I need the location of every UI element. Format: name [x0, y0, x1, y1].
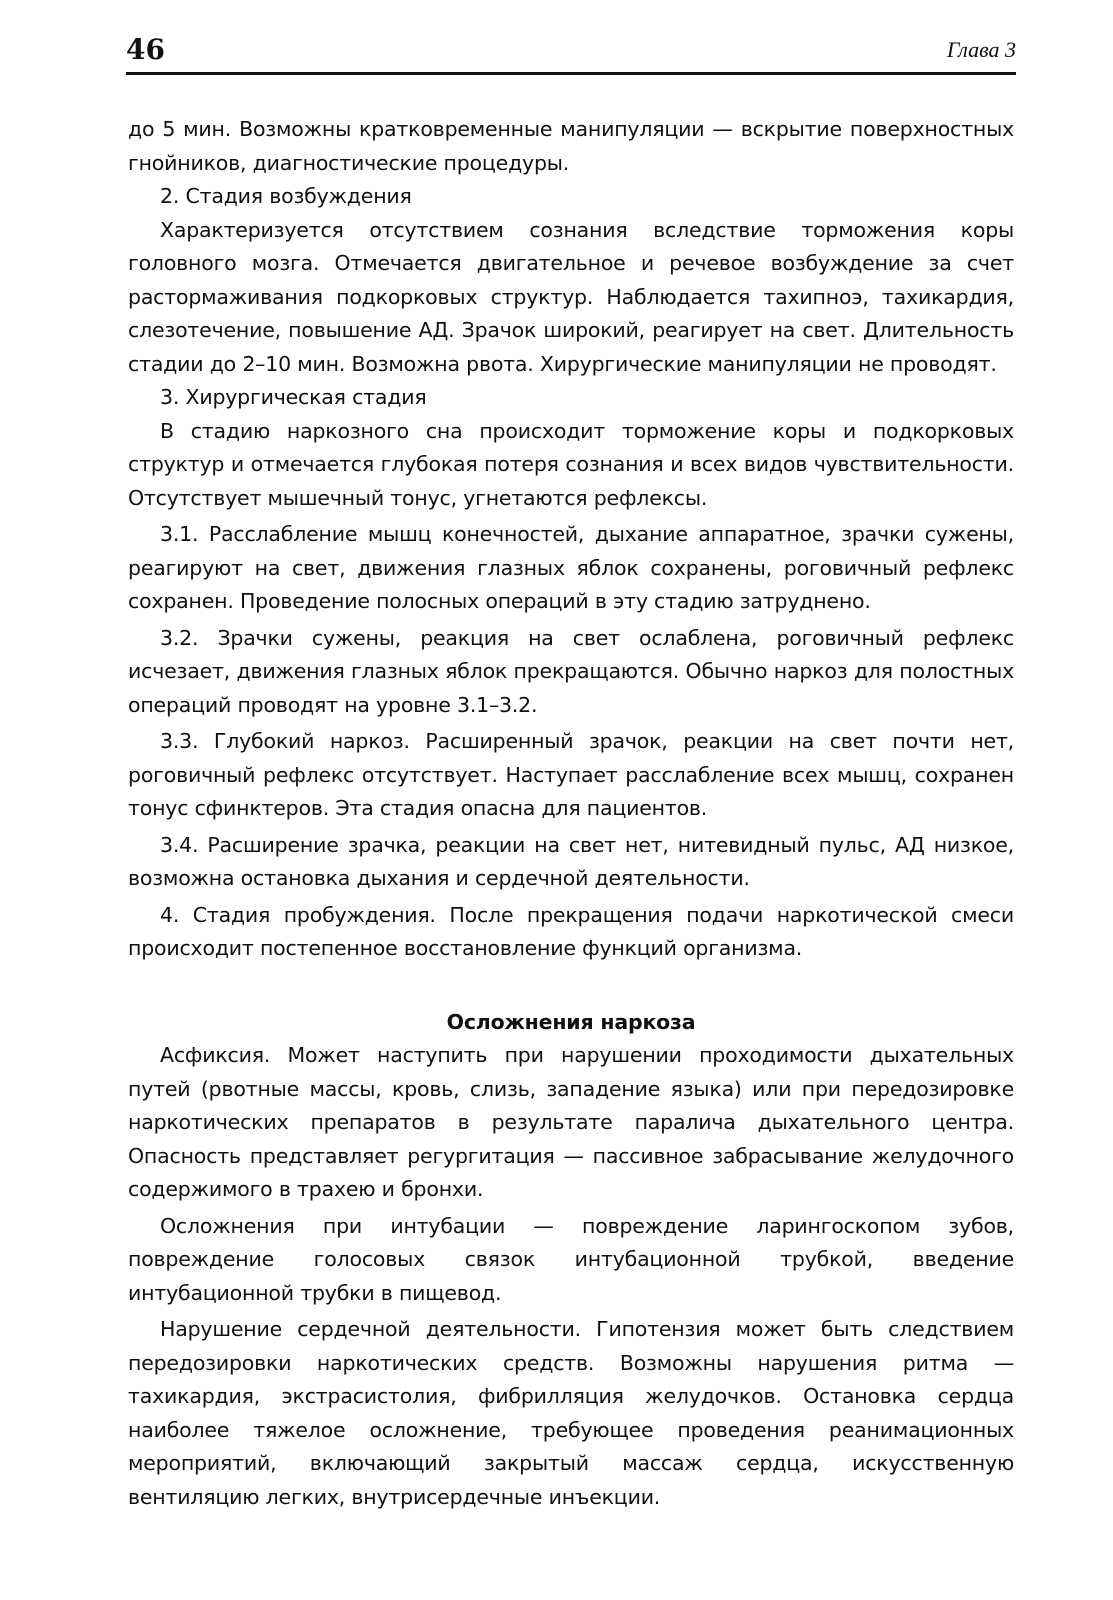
- running-head: Глава 3: [946, 37, 1016, 62]
- paragraph: Характеризуется отсутствием сознания вследствие торможения коры головного мозга. Отмечается двигательное и речевое возбуждение за счет растормаживания подкорковых структур. Наблюдается тахипноэ, тахикардия, слезотечение, повышение АД. Зрачок широкий, реагирует на свет. Длительность стадии до 2–10 мин. Возможна рвота. Хирургические манипуляции не проводят.: [128, 217, 1014, 376]
- paragraph: Асфиксия. Может наступить при нарушении проходимости дыхательных путей (рвотные массы, кровь, слизь, западение языка) или при передозировке наркотических препаратов в результате паралича дыхательного центра. Опасность представляет регургитация — пассивное забрасывание желудочного содержимого в трахею и бронхи.: [128, 1043, 1014, 1201]
- page-number: 46: [126, 33, 165, 66]
- stage-heading: 2. Стадия возбуждения: [160, 184, 412, 208]
- paragraph: Нарушение сердечной деятельности. Гипотензия может быть следствием передозировки наркотических средств. Возможны нарушения ритма — тахикардия, экстрасистолия, фибрилляция желудочков. Остановка сердца наиболее тяжелое осложнение, требующее проведения реанимационных мероприятий, включающий закрытый массаж сердца, искусственную вентиляцию легких, внутрисердечные инъекции.: [128, 1317, 1014, 1509]
- section-heading: Осложнения наркоза: [446, 1009, 696, 1034]
- paragraph: 3.2. Зрачки сужены, реакция на свет ослаблена, роговичный рефлекс исчезает, движения глазных яблок прекращаются. Обычно наркоз для полостных операций проводят на уровне 3.1–3.2.: [128, 625, 1014, 717]
- page-header: [126, 30, 1016, 75]
- paragraph: до 5 мин. Возможны кратковременные манипуляции — вскрытие поверхностных гнойников, диагностические процедуры.: [128, 117, 1014, 175]
- paragraph: 3.3. Глубокий наркоз. Расширенный зрачок, реакции на свет почти нет, роговичный рефлекс отсутствует. Наступает расслабление всех мышц, сохранен тонус сфинктеров. Эта стадия опасна для пациентов.: [128, 729, 1014, 820]
- paragraph: 4. Стадия пробуждения. После прекращения подачи наркотической смеси происходит постепенное восстановление функций организма.: [128, 902, 1014, 960]
- page-body: [128, 113, 1014, 1514]
- stage-heading: 3. Хирургическая стадия: [160, 385, 427, 409]
- paragraph: 3.4. Расширение зрачка, реакции на свет нет, нитевидный пульс, АД низкое, возможна остановка дыхания и сердечной деятельности.: [128, 832, 1014, 890]
- paragraph: В стадию наркозного сна происходит торможение коры и подкорковых структур и отмечается глубокая потеря сознания и всех видов чувствительности. Отсутствует мышечный тонус, угнетаются рефлексы.: [128, 418, 1014, 510]
- paragraph: 3.1. Расслабление мышц конечностей, дыхание аппаратное, зрачки сужены, реагируют на свет, движения глазных яблок сохранены, роговичный рефлекс сохранен. Проведение полосных операций в эту стадию затруднено.: [128, 522, 1014, 613]
- paragraph: Осложнения при интубации — повреждение ларингоскопом зубов, повреждение голосовых связок интубационной трубкой, введение интубационной трубки в пищевод.: [128, 1213, 1014, 1305]
